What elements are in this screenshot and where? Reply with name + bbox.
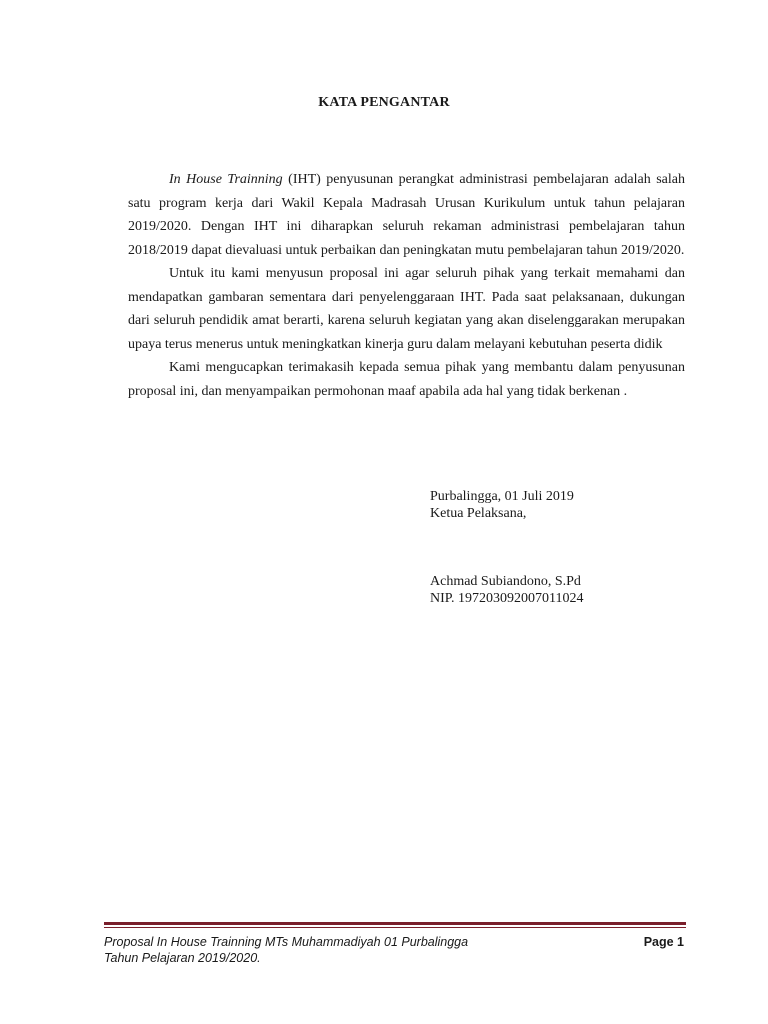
footer-line-1: Proposal In House Trainning MTs Muhammadiyah 01 Purbalingga bbox=[104, 935, 469, 949]
signature-space bbox=[430, 522, 584, 573]
signature-nip: NIP. 197203092007011024 bbox=[430, 591, 584, 606]
paragraph-1-italic-lead: In House Trainning bbox=[169, 172, 283, 187]
footer-rule-thick bbox=[104, 922, 686, 925]
signature-role: Ketua Pelaksana, bbox=[430, 506, 527, 521]
paragraph-1 bbox=[128, 168, 685, 262]
signature-place-date: Purbalingga, 01 Juli 2019 bbox=[430, 489, 574, 504]
signature-block bbox=[430, 488, 584, 607]
footer-line-2: Tahun Pelajaran 2019/2020. bbox=[104, 951, 261, 965]
paragraph-3: Kami mengucapkan terimakasih kepada semua pihak yang membantu dalam penyusunan proposal ini, dan menyampaikan permohonan maaf apabila ada hal yang tidak berkenan . bbox=[128, 360, 685, 399]
footer-caption bbox=[104, 934, 468, 966]
paragraph-2: Untuk itu kami menyusun proposal ini agar seluruh pihak yang terkait memahami dan mendapatkan gambaran sementara dari penyelenggaraan IHT. Pada saat pelaksanaan, dukungan dari seluruh pendidik amat berarti, karena seluruh kegiatan yang akan diselenggarakan merupakan upaya terus menerus untuk meningkatkan kinerja guru dalam melayani kebutuhan peserta didik bbox=[128, 266, 685, 352]
paragraph-1-text: (IHT) penyusunan perangkat administrasi pembelajaran adalah salah satu program kerja dari Wakil Kepala Madrasah Urusan Kurikulum untuk tahun pelajaran 2019/2020. Dengan IHT ini diharapkan seluruh rekaman administrasi pembelajaran tahun 2018/2019 dapat dievaluasi untuk perbaikan dan peningkatan mutu pembelajaran tahun 2019/2020. bbox=[128, 172, 685, 258]
footer-rule-thin bbox=[104, 927, 686, 928]
page-title: KATA PENGANTAR bbox=[318, 95, 450, 110]
body-text bbox=[128, 168, 685, 403]
page-number: Page 1 bbox=[643, 935, 684, 949]
signature-name: Achmad Subiandono, S.Pd bbox=[430, 574, 581, 589]
